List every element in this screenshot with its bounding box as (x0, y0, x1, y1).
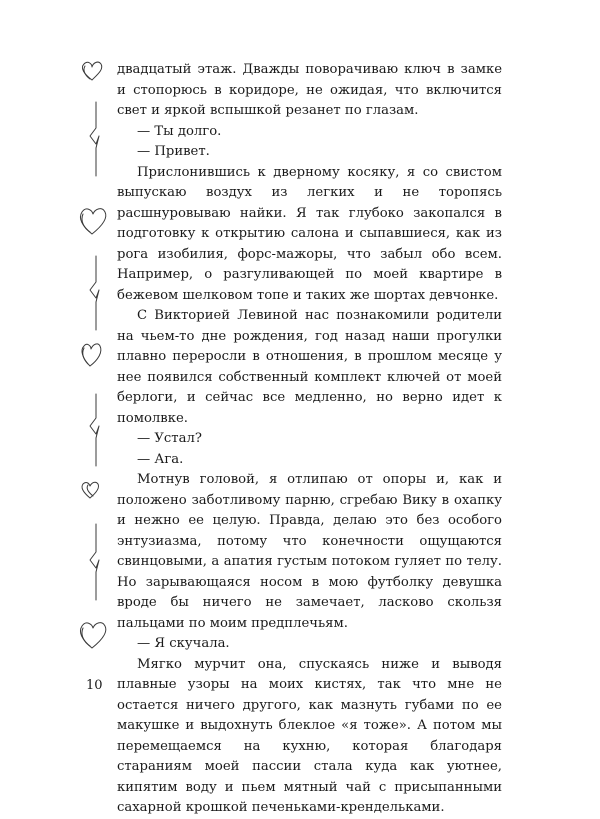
body-text (117, 60, 502, 819)
heart-icon (82, 62, 101, 80)
dialogue-line: — Привет. (137, 144, 210, 159)
dialogue-line: — Устал? (137, 431, 202, 446)
dialogue-line: — Я скучала. (137, 636, 230, 651)
heart-icon (80, 623, 105, 648)
heart-icon (80, 209, 105, 234)
page-number: 10 (86, 678, 103, 693)
heartbeat-line-icon (90, 524, 99, 600)
heartbeat-line-icon (90, 102, 99, 176)
heartbeat-line-icon (90, 256, 99, 330)
dialogue-line: — Ага. (137, 451, 184, 467)
dialogue-line: — Ты долго. (137, 123, 222, 139)
paragraph: Прислонившись к дверному косяку, я со свистом выпускаю воздух из легких и не торопясь расшнуровываю найки. Я так глубоко закопался в подготовку к открытию салона и сыпавшиеся, как из рога изобилия, форс-мажоры, что забыл обо всем. Например, о разгуливающей по моей квартире в бежевом шелковом топе и таких же шортах девчонке. (117, 164, 502, 303)
paragraph: С Викторией Левиной нас познакомили родители на чьем-то дне рождения, год назад наши прогулки плавно переросли в отношения, в прошлом месяце у нее появился собственный комплект ключей от моей берлоги, и сейчас все медленно, но верно идет к помолвке. (117, 308, 502, 426)
heart-icon (82, 344, 101, 366)
heart-icon (82, 482, 99, 498)
paragraph: двадцатый этаж. Дважды поворачиваю ключ в замке и стопорюсь в коридоре, не ожидая, что включится свет и яркой вспышкой резанет по глазам. (117, 62, 502, 118)
paragraph: Мотнув головой, я отлипаю от опоры и, как и положено заботливому парню, сгребаю Вику в охапку и нежно ее целую. Правда, делаю это без особого энтузиазма, потому что конечности ощущаются свинцовыми, а апатия густым потоком гуляет по телу. Но зарывающаяся носом в мою футболку девушка вроде бы ничего не замечает, ласково скользя пальцами по моим предплечьям. (117, 472, 502, 631)
paragraph: Мягко мурчит она, спускаясь ниже и выводя плавные узоры на моих кистях, так что мне не остается ничего другого, как мазнуть губами по ее макушке и выдохнуть блеклое «я тоже». А потом мы перемещаемся на кухню, которая благодаря стараниям моей пассии стала куда как уютнее, кипятим воду и пьем мятный чай с присыпанными сахарной крошкой печеньками-крендельками. (117, 656, 502, 815)
heartbeat-line-icon (90, 394, 99, 466)
